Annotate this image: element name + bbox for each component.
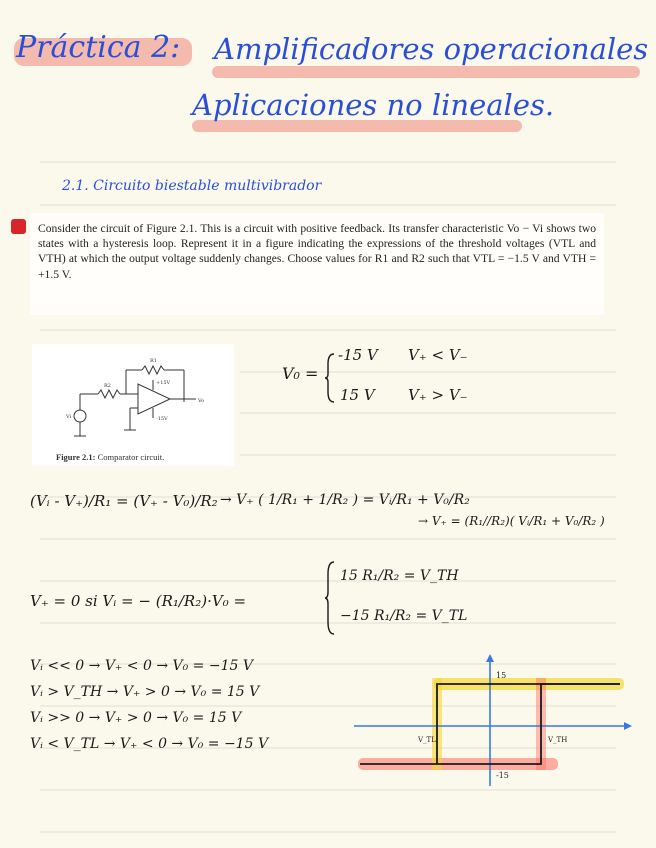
behaviour-line-3: Vᵢ >> 0 → V₊ > 0 → V₀ = 15 V xyxy=(30,710,242,726)
task-box xyxy=(30,213,604,315)
behaviour-line-1: Vᵢ << 0 → V₊ < 0 → V₀ = −15 V xyxy=(30,658,253,674)
equation-vplus: → V₊ ( 1/R₁ + 1/R₂ ) = Vᵢ/R₁ + V₀/R₂ xyxy=(220,492,470,508)
threshold-brace-icon xyxy=(324,560,336,636)
x-axis-arrow-icon xyxy=(624,722,632,730)
vo-definition: V₀ = xyxy=(282,364,319,383)
behaviour-line-2: Vᵢ > V_TH → V₊ > 0 → V₀ = 15 V xyxy=(30,684,260,700)
equation-result: → V₊ = (R₁//R₂)( Vᵢ/R₁ + V₀/R₂ ) xyxy=(418,514,605,528)
label-r2: R1 xyxy=(150,358,157,364)
equation-kcl: (Vᵢ - V₊)/R₁ = (V₊ - V₀)/R₂ xyxy=(30,492,218,510)
vth-label: V_TH xyxy=(548,736,568,744)
figure-comparator xyxy=(32,344,234,466)
vth-expression: 15 R₁/R₂ = V_TH xyxy=(340,568,459,584)
vtl-label: V_TL xyxy=(418,736,436,744)
case-pos-cond: V₊ > V₋ xyxy=(408,386,468,404)
figure-caption: Figure 2.1: Comparator circuit. xyxy=(56,452,165,462)
case-pos-value: 15 V xyxy=(340,386,375,404)
title-practice: Práctica 2: xyxy=(16,30,181,65)
label-r1: R2 xyxy=(104,383,111,389)
y-top-label: 15 xyxy=(496,671,507,680)
threshold-condition: V₊ = 0 si Vᵢ = − (R₁/R₂)·V₀ = xyxy=(30,592,247,610)
circuit-diagram xyxy=(32,344,234,448)
case-neg-value: -15 V xyxy=(338,346,378,364)
brace-icon xyxy=(324,352,336,404)
label-vi: Vi xyxy=(66,414,72,420)
task-text: Consider the circuit of Figure 2.1. This is a circuit with positive feedback. Its transfer characteristic Vo − Vi shows two states with a hysteresis loop. Represent it in a figure indicating the expressions of the threshold voltages (VTL and VTH) at which the output voltage suddenly changes. Choose values for R1 and R2 such that VTL = −1.5 V and VTH = +1.5 V. xyxy=(38,222,596,281)
vtl-expression: −15 R₁/R₂ = V_TL xyxy=(340,608,468,624)
label-vo: Vo xyxy=(198,398,205,404)
case-neg-cond: V₊ < V₋ xyxy=(408,346,468,364)
hysteresis-loop-return xyxy=(437,684,620,764)
behaviour-line-4: Vᵢ < V_TL → V₊ < 0 → V₀ = −15 V xyxy=(30,736,269,752)
title-highlight-2 xyxy=(212,66,640,78)
label-pos-supply: +15V xyxy=(156,380,171,386)
task-marker-icon xyxy=(11,219,26,234)
title-sub: Aplicaciones no lineales. xyxy=(192,88,555,122)
y-bottom-label: -15 xyxy=(496,771,509,780)
title-main: Amplificadores operacionales xyxy=(214,32,649,66)
y-axis-arrow-icon xyxy=(486,654,494,662)
label-neg-supply: -15V xyxy=(156,416,168,422)
section-heading: 2.1. Circuito biestable multivibrador xyxy=(62,178,322,194)
hysteresis-graph xyxy=(350,650,640,790)
